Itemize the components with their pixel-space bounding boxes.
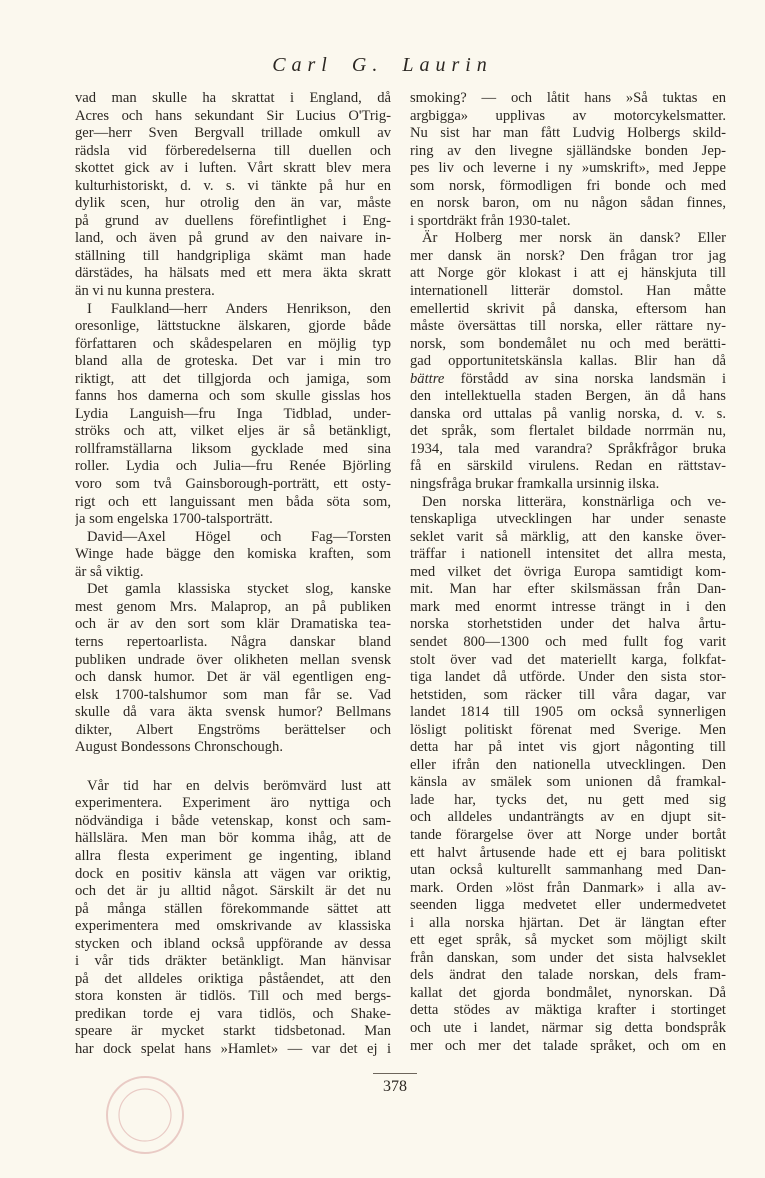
text-line: ströks och att, vilket eljes är så betänkligt, — [75, 423, 391, 440]
text-line — [410, 371, 726, 389]
section-gap — [75, 757, 391, 778]
text-line: mark med enormt intresse trängt in i den — [410, 598, 726, 615]
page-number-rule — [373, 1073, 417, 1074]
text-line: tiga landet då utförde. Under den sista stor- — [410, 669, 726, 686]
text-line: har dock spelat hans »Hamlet» — var det ej i — [75, 1040, 391, 1057]
text-line: på grund av duellens förefintlighet i Eng- — [75, 212, 391, 229]
text-line: Det gamla klassiska stycket slog, kanske — [87, 581, 391, 598]
text-line: hällslära. Men man bör komma ihåg, att de — [75, 830, 391, 847]
text-line: experimentera. Experiment äro nyttiga och — [75, 795, 391, 812]
text-line: Lydia Languish—fru Inga Tidblad, under- — [75, 405, 391, 422]
line-text: förstådd av sina norska landsmän i — [444, 370, 726, 387]
text-line: internationell litterär domstol. Han måtte — [410, 283, 726, 300]
text-line: danska ord uttalas på vanlig norska, d. v. s. — [410, 405, 726, 422]
text-line: mark. Orden »löst från Danmark» i alla av- — [410, 879, 726, 896]
text-line: den intellektuella staden Bergen, än då hans — [410, 388, 726, 405]
text-line: känsla av smälek som unionen då framkal- — [410, 774, 726, 791]
text-line: det språk, som flertalet bildade norrmän nu, — [410, 423, 726, 440]
text-line: Nu sist har man fått Ludvig Holbergs skild- — [410, 125, 726, 142]
text-line: landet 1814 till 1905 om också synnerligen — [410, 704, 726, 721]
text-line: och dansk humor. Det är väl egentligen eng- — [75, 669, 391, 686]
text-line: vad man skulle ha skrattat i England, då — [75, 90, 391, 106]
text-line: ja som engelska 1700-talsporträtt. — [75, 511, 273, 528]
text-line: I Faulkland—herr Anders Henrikson, den — [87, 300, 391, 317]
running-header — [0, 54, 765, 77]
text-line: 1934, tala med varandra? Språkfrågor bruka — [410, 440, 726, 457]
text-line: mest genom Mrs. Malaprop, an på publiken — [75, 598, 391, 615]
text-line: speare är mycket starkt tidsbetonad. Man — [75, 1023, 391, 1040]
text-line: författaren och skådespelaren en möjlig typ — [75, 335, 391, 352]
text-line: elsk 1700-talshumor som man får se. Vad — [75, 686, 391, 703]
text-line: att Norge gör klokast i att ej hänskjuta till — [410, 265, 726, 282]
text-line: dikter, Albert Engströms berättelser och — [75, 721, 391, 738]
text-line: ett halvt årtusende hade ett ej bara politiskt — [410, 844, 726, 861]
text-line: eller ifrån den nationella utvecklingen. Den — [410, 756, 726, 773]
text-line: dock en positiv känsla att vägen var oriktig, — [75, 865, 391, 882]
text-line: allra flesta experiment ge ingenting, ibland — [75, 847, 391, 864]
text-line: norsk, som bondemålet nu och med berätti- — [410, 335, 726, 352]
text-line: på många ställen förekommande sättet att — [75, 900, 391, 917]
text-line: är så viktig. — [75, 563, 144, 580]
text-line: dylik scen, hur otrolig den än var, måste — [75, 195, 391, 212]
text-line: lösligt politiskt förenat med Sverige. Men — [410, 721, 726, 738]
text-line: stora konsten är tidlös. Till och med bergs- — [75, 988, 391, 1005]
text-line: voro som två Gainsborough-porträtt, ett osty- — [75, 476, 391, 493]
text-line: och är av den sort som klär Dramatiska tea- — [75, 616, 391, 633]
text-line: nödvändiga i både vetenskap, konst och sam- — [75, 812, 391, 829]
text-line: hetstiden, som räcker till våra dagar, var — [410, 686, 726, 703]
text-line: dels ändrat den talade norskan, dels fram- — [410, 967, 726, 984]
text-line: kulturhistoriskt, d. v. s. vi tänkte på hur en — [75, 177, 391, 194]
text-line: predikan torde ej vara tidlös, och Shake- — [75, 1005, 391, 1022]
text-line: ningsfråga brukar framkalla ursinnig ilska. — [410, 476, 660, 493]
text-line: roller. Lydia och Julia—fru Renée Björling — [75, 458, 391, 475]
text-line: August Bondessons Chronschough. — [75, 739, 283, 756]
text-line: detta har på intet vis gjort någonting till — [410, 739, 726, 756]
text-line: pes liv och leverne i ny »umskrift», med Jeppe — [410, 160, 726, 177]
text-line: Acres och hans sekundant Sir Lucius O'Trig- — [75, 107, 391, 124]
page-number: 378 — [383, 1078, 407, 1095]
text-line: sendet 800—1300 och med fullt fog varit — [410, 633, 726, 650]
text-line: och alldeles undanträngts av en djupt sit- — [410, 809, 726, 826]
author-last-name: Laurin — [402, 54, 493, 76]
text-line: från danskan, som under det sista halvseklet — [410, 949, 726, 966]
text-line: få en särskild virulens. Redan en rättstav- — [410, 458, 726, 475]
author-initial: G. — [351, 54, 384, 76]
text-line: än vi nu kunna prestera. — [75, 283, 215, 300]
text-line: utan också kulturellt sammanhang med Dan- — [410, 862, 726, 879]
text-column-left — [75, 90, 391, 1059]
text-line: mer dansk än norsk? Den frågan tror jag — [410, 247, 726, 264]
text-line: mit. Man har efter skilsmässan från Dan- — [410, 581, 726, 598]
text-line: på det alldeles oriktiga påståendet, att den — [75, 970, 391, 987]
text-line: Den norska litterära, konstnärliga och ve- — [422, 493, 726, 510]
text-line: med vilket det övriga Europa samtidigt kom- — [410, 563, 726, 580]
text-line: land, och även på grund av den naivare in- — [75, 230, 391, 247]
text-line: träffar i nationell intensitet det allra mesta, — [410, 546, 726, 563]
text-line: ring av den livegne själländske bonden Jep- — [410, 142, 726, 159]
text-line: i vår tids dräkter betänkligt. Man hänvisar — [75, 953, 391, 970]
text-line: som norsk, förmodligen fri bonde och med — [410, 177, 726, 194]
author-first-name: Carl — [272, 54, 333, 76]
text-line: bland alla de groteska. Det var i min tro — [75, 353, 391, 370]
text-line: seklet varit så märklig, att den kanske över- — [410, 528, 726, 545]
text-line: tande förargelse över att Norge under bortåt — [410, 826, 726, 843]
text-line: experimentera med omskrivande av klassiska — [75, 918, 391, 935]
text-line: Winge hade bägge den komiska kraften, som — [75, 546, 391, 563]
text-line: emellertid skrivit på danska, eftersom han — [410, 300, 726, 317]
text-line: tenskapliga utvecklingen har under senaste — [410, 511, 726, 528]
text-line: detta stödes av mäktiga krafter i stortinget — [410, 1002, 726, 1019]
text-line: oresonlige, lättstuckne älskaren, gjorde både — [75, 318, 391, 335]
text-line: och ute i landet, närmar sig detta bondspråk — [410, 1019, 726, 1036]
text-line: därstädes, ha hälsats med ett mera äkta skratt — [75, 265, 391, 282]
text-line: Vår tid har en delvis berömvärd lust att — [87, 777, 391, 794]
text-line: fanns hos damerna och som skulle gisslas hos — [75, 388, 391, 405]
text-line: mer och mer det talade språket, och om en — [410, 1037, 726, 1054]
text-line: i sportdräkt från 1930-talet. — [410, 212, 571, 229]
text-line: ställning till handgripliga skämt man hade — [75, 247, 391, 264]
text-line: terns repertoarlista. Några danskar bland — [75, 633, 391, 650]
text-line: rädsla vid förberedelserna till duellen och — [75, 142, 391, 159]
text-line: en norsk baron, om nu någon sådan finnes, — [410, 195, 726, 212]
text-line: David—Axel Högel och Fag—Torsten — [87, 528, 391, 545]
text-line: och det är ju alltid något. Särskilt är det nu — [75, 883, 391, 900]
text-line: riktigt, att det tillgjorda och jamiga, som — [75, 370, 391, 387]
text-line: i alla norska hjärtan. Det är längtan efter — [410, 914, 726, 931]
text-line: stolt över vad det materiellt karga, folkfat- — [410, 651, 726, 668]
stamp-inner-ring — [119, 1089, 171, 1141]
text-line: måste översättas till norska, eller rättare ny- — [410, 318, 726, 335]
text-column-right — [410, 90, 726, 1055]
text-line: publiken undrade över olikheten mellan svensk — [75, 651, 391, 668]
text-line: stycken och ibland också uppförande av dessa — [75, 935, 391, 952]
text-line: kallat det gjorda bondmålet, nynorskan. Då — [410, 984, 726, 1001]
text-line: skulle då vara äkta svensk humor? Bellmans — [75, 704, 391, 721]
text-line: lade har, tycks det, nu gett med sig — [410, 791, 726, 808]
text-line: rigt och ett languissant men båda söta som, — [75, 493, 391, 510]
text-line: skottet gick av i luften. Vårt skratt blev mera — [75, 160, 391, 177]
text-line: smoking? — och låtit hans »Så tuktas en — [410, 90, 726, 106]
text-line: norska storhetstiden under det halva årtu- — [410, 616, 726, 633]
text-line: seenden ligga medvetet eller undermedvetet — [410, 897, 726, 914]
text-line: gad opportunitetskänsla kallas. Blir han då — [410, 353, 726, 370]
emphasized-word: bättre — [410, 370, 445, 387]
text-line: Är Holberg mer norsk än dansk? Eller — [422, 230, 726, 247]
library-stamp — [100, 1070, 190, 1160]
text-line: ett eget språk, så mycket som möjligt skilt — [410, 932, 726, 949]
text-line: argbigga» upplivas av motorcykelsmatter. — [410, 107, 726, 124]
text-line: ger—herr Sven Bergvall trillade omkull av — [75, 125, 391, 142]
text-line: rollframställarna liksom gycklade med sina — [75, 440, 391, 457]
